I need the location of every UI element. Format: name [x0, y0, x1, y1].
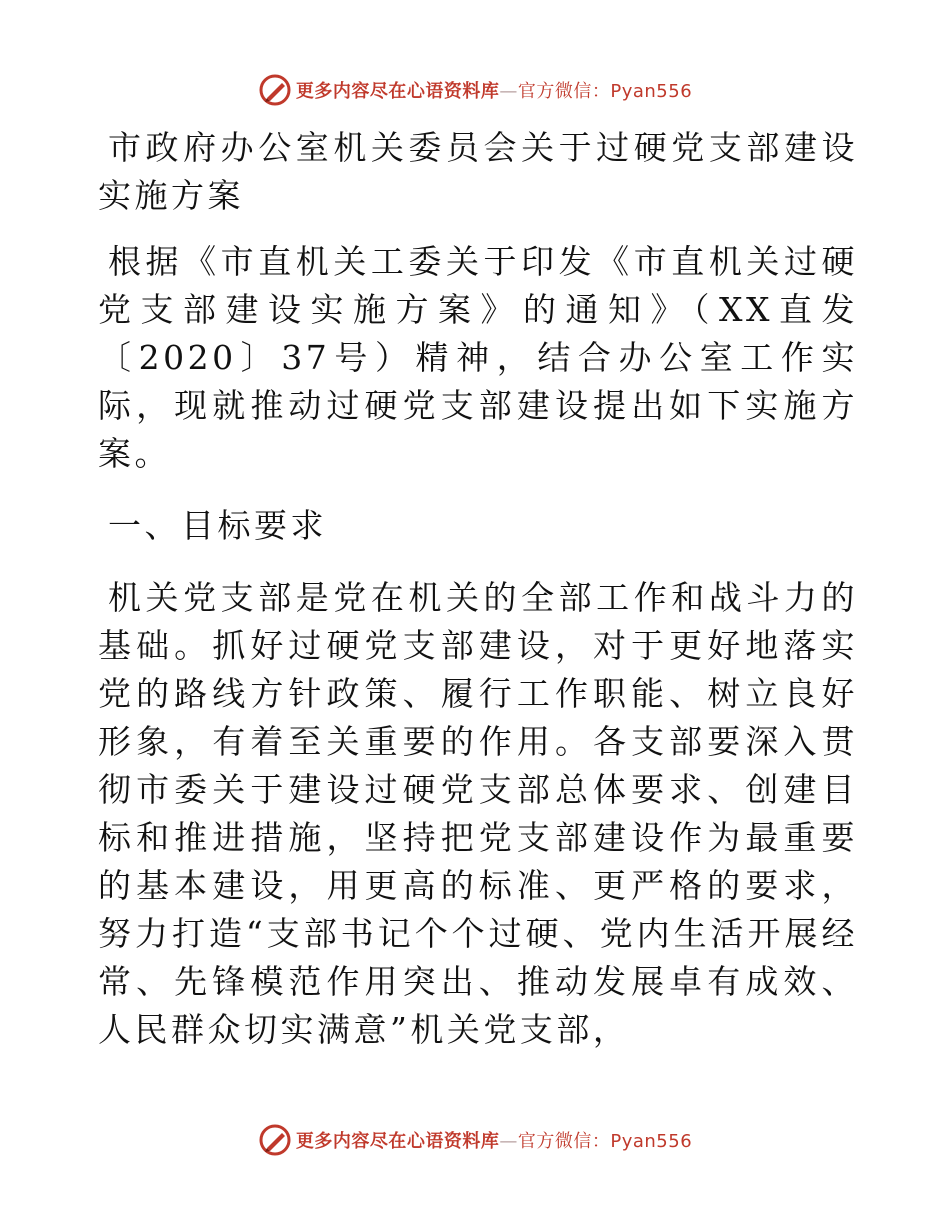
section-heading-goals: 一、目标要求 [108, 506, 327, 545]
pen-logo-icon [258, 73, 292, 107]
pen-logo-icon [258, 1123, 292, 1157]
header-banner-dash: — [499, 81, 518, 102]
footer-banner-main: 更多内容尽在心语资料库 [295, 1131, 500, 1152]
footer-banner-sub: 官方微信： [517, 1131, 611, 1152]
paragraph-intro: 根据《市直机关工委关于印发《市直机关过硬党支部建设实施方案》的通知》（XX直发〔2020〕37号）精神，结合办公室工作实际，现就推动过硬党支部建设提出如下实施方案。 [98, 242, 858, 473]
footer-banner-text [296, 1127, 692, 1153]
header-banner-main: 更多内容尽在心语资料库 [295, 81, 500, 102]
header-banner-sub: 官方微信： [517, 81, 611, 102]
footer-banner [0, 1120, 950, 1160]
footer-banner-account: Pyan556 [610, 1131, 693, 1152]
document-title: 市政府办公室机关委员会关于过硬党支部建设实施方案 [98, 128, 858, 215]
header-banner [0, 70, 950, 110]
header-banner-account: Pyan556 [610, 81, 693, 102]
header-banner-text [296, 77, 692, 103]
document-body [98, 124, 858, 1054]
paragraph-goals: 机关党支部是党在机关的全部工作和战斗力的基础。抓好过硬党支部建设，对于更好地落实党的路线方针政策、履行工作职能、树立良好形象，有着至关重要的作用。各支部要深入贯彻市委关于建设过硬党支部总体要求、创建目标和推进措施，坚持把党支部建设作为最重要的基本建设，用更高的标准、更严格的要求，努力打造“支部书记个个过硬、党内生活开展经常、先锋模范作用突出、推动发展卓有成效、人民群众切实满意”机关党支部， [98, 578, 858, 1049]
footer-banner-dash: — [499, 1131, 518, 1152]
